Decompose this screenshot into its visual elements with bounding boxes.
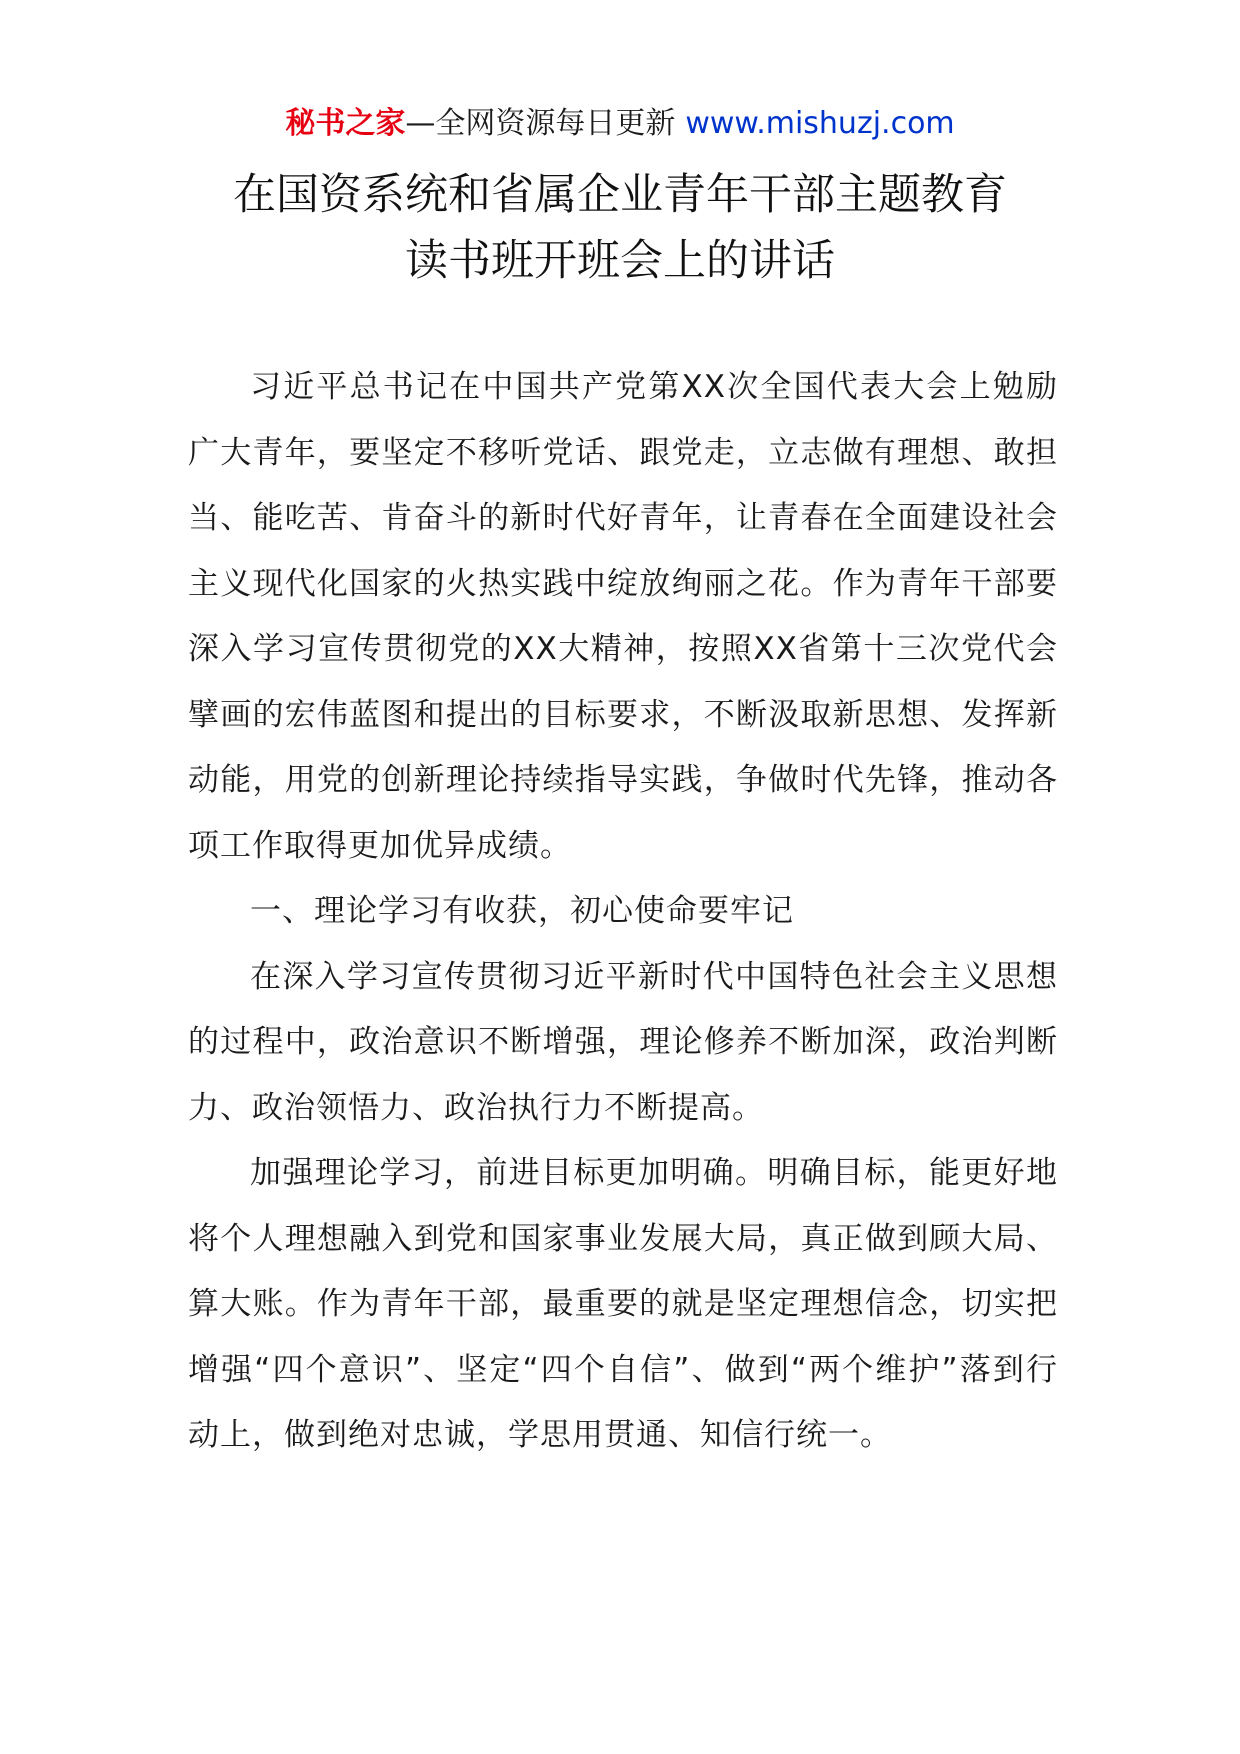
- document-body: [188, 355, 1058, 1469]
- site-name: 秘书之家: [285, 106, 406, 141]
- site-tagline: —全网资源每日更新: [405, 106, 676, 141]
- section-heading: 一、理论学习有收获，初心使命要牢记: [250, 893, 794, 929]
- title-line-1: 在国资系统和省属企业青年干部主题教育: [233, 170, 1007, 220]
- body-paragraph: 习近平总书记在中国共产党第XX次全国代表大会上勉励广大青年，要坚定不移听党话、跟党走，立志做有理想、敢担当、能吃苦、肯奋斗的新时代好青年，让青春在全面建设社会主义现代化国家的火热实践中绽放绚丽之花。作为青年干部要深入学习宣传贯彻党的XX大精神，按照XX省第十三次党代会擘画的宏伟蓝图和提出的目标要求，不断汲取新思想、发挥新动能，用党的创新理论持续指导实践，争做时代先锋，推动各项工作取得更加优异成绩。: [188, 369, 1058, 864]
- document-title: [150, 162, 1090, 294]
- site-url-link[interactable]: www.mishuzj.com: [685, 106, 955, 141]
- site-header: [0, 100, 1240, 148]
- body-paragraph: 在深入学习宣传贯彻习近平新时代中国特色社会主义思想的过程中，政治意识不断增强，理论修养不断加深，政治判断力、政治领悟力、政治执行力不断提高。: [188, 958, 1058, 1126]
- title-line-2: 读书班开班会上的讲话: [405, 236, 835, 286]
- body-paragraph: 加强理论学习，前进目标更加明确。明确目标，能更好地将个人理想融入到党和国家事业发展大局，真正做到顾大局、算大账。作为青年干部，最重要的就是坚定理想信念，切实把增强“四个意识”、坚定“四个自信”、做到“两个维护”落到行动上，做到绝对忠诚，学思用贯通、知信行统一。: [188, 1155, 1058, 1453]
